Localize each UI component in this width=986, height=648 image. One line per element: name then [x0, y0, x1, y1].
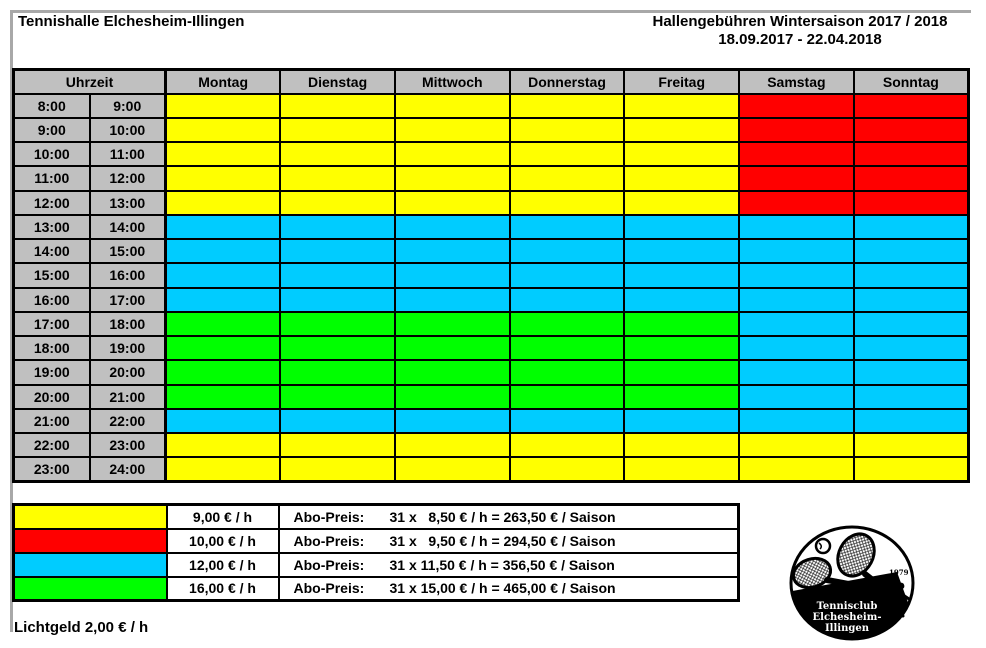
time-end-cell: 22:00 [90, 409, 166, 433]
time-end-cell: 21:00 [90, 385, 166, 409]
legend-row [14, 529, 739, 553]
slot-cell-blue [280, 239, 395, 263]
slot-cell-green [624, 336, 739, 360]
slot-cell-red [739, 191, 854, 215]
slot-cell-blue [624, 239, 739, 263]
time-end-cell: 12:00 [90, 166, 166, 190]
time-end-cell: 19:00 [90, 336, 166, 360]
slot-cell-blue [739, 312, 854, 336]
slot-cell-yellow [280, 191, 395, 215]
slot-cell-blue [510, 239, 625, 263]
abo-price-formula: 31 x 11,50 € / h = 356,50 € / Saison [389, 556, 615, 573]
schedule-row [14, 191, 969, 215]
slot-cell-blue [854, 215, 969, 239]
abo-price-label: Abo-Preis: [293, 532, 365, 549]
legend-row [14, 505, 739, 529]
time-start-cell: 10:00 [14, 142, 90, 166]
time-end-cell: 20:00 [90, 360, 166, 384]
slot-cell-green [510, 360, 625, 384]
slot-cell-blue [280, 409, 395, 433]
time-end-cell: 18:00 [90, 312, 166, 336]
slot-cell-blue [395, 263, 510, 287]
schedule-row [14, 336, 969, 360]
slot-cell-blue [395, 215, 510, 239]
slot-cell-yellow [510, 142, 625, 166]
day-header-montag: Montag [166, 70, 281, 94]
slot-cell-yellow [624, 166, 739, 190]
time-end-cell: 15:00 [90, 239, 166, 263]
legend-abo-cell [279, 529, 739, 553]
time-end-cell: 14:00 [90, 215, 166, 239]
time-end-cell: 17:00 [90, 288, 166, 312]
slot-cell-green [280, 312, 395, 336]
schedule-row [14, 118, 969, 142]
time-start-cell: 20:00 [14, 385, 90, 409]
slot-cell-blue [624, 215, 739, 239]
logo-year: 1979 [889, 568, 909, 577]
slot-cell-blue [739, 385, 854, 409]
time-start-cell: 13:00 [14, 215, 90, 239]
slot-cell-red [854, 94, 969, 118]
time-start-cell: 17:00 [14, 312, 90, 336]
slot-cell-yellow [280, 433, 395, 457]
slot-cell-yellow [166, 94, 281, 118]
day-header-dienstag: Dienstag [280, 70, 395, 94]
time-start-cell: 19:00 [14, 360, 90, 384]
slot-cell-blue [624, 263, 739, 287]
slot-cell-red [739, 142, 854, 166]
abo-price-formula: 31 x 9,50 € / h = 294,50 € / Saison [389, 532, 616, 549]
slot-cell-blue [166, 288, 281, 312]
slot-cell-blue [280, 215, 395, 239]
page-title: Tennishalle Elchesheim-Illingen [18, 13, 245, 30]
slot-cell-blue [166, 263, 281, 287]
time-start-cell: 11:00 [14, 166, 90, 190]
day-header-samstag: Samstag [739, 70, 854, 94]
day-header-mittwoch: Mittwoch [395, 70, 510, 94]
slot-cell-yellow [624, 142, 739, 166]
time-end-cell: 13:00 [90, 191, 166, 215]
day-header-freitag: Freitag [624, 70, 739, 94]
slot-cell-green [166, 312, 281, 336]
schedule-body [14, 94, 969, 482]
slot-cell-blue [166, 409, 281, 433]
slot-cell-blue [739, 215, 854, 239]
slot-cell-yellow [166, 142, 281, 166]
slot-cell-yellow [510, 94, 625, 118]
time-end-cell: 16:00 [90, 263, 166, 287]
slot-cell-green [280, 360, 395, 384]
slot-cell-green [280, 336, 395, 360]
schedule-row [14, 239, 969, 263]
slot-cell-blue [739, 263, 854, 287]
slot-cell-yellow [395, 191, 510, 215]
legend-swatch-green [14, 577, 167, 601]
slot-cell-yellow [280, 166, 395, 190]
slot-cell-blue [854, 360, 969, 384]
legend-body [14, 505, 739, 601]
slot-cell-yellow [395, 94, 510, 118]
schedule-row [14, 288, 969, 312]
slot-cell-blue [624, 409, 739, 433]
slot-cell-blue [854, 336, 969, 360]
time-start-cell: 18:00 [14, 336, 90, 360]
slot-cell-yellow [854, 457, 969, 481]
time-start-cell: 12:00 [14, 191, 90, 215]
slot-cell-red [854, 118, 969, 142]
slot-cell-yellow [624, 94, 739, 118]
schedule-header-row [14, 70, 969, 94]
logo-club-line3: Illingen [825, 623, 869, 634]
slot-cell-blue [739, 288, 854, 312]
slot-cell-green [510, 385, 625, 409]
slot-cell-green [166, 360, 281, 384]
slot-cell-green [395, 360, 510, 384]
schedule-row [14, 142, 969, 166]
time-start-cell: 16:00 [14, 288, 90, 312]
slot-cell-red [854, 191, 969, 215]
slot-cell-yellow [510, 433, 625, 457]
slot-cell-yellow [395, 142, 510, 166]
schedule-row [14, 433, 969, 457]
schedule-row [14, 409, 969, 433]
slot-cell-green [510, 312, 625, 336]
slot-cell-yellow [395, 457, 510, 481]
slot-cell-blue [510, 288, 625, 312]
slot-cell-green [624, 360, 739, 384]
light-fee-note: Lichtgeld 2,00 € / h [14, 619, 149, 636]
legend-abo-cell [279, 553, 739, 577]
legend-abo-cell [279, 577, 739, 601]
logo-club-line2: Elchesheim- [812, 612, 882, 623]
legend-row [14, 553, 739, 577]
slot-cell-green [395, 336, 510, 360]
slot-cell-blue [854, 312, 969, 336]
slot-cell-blue [854, 239, 969, 263]
legend-price: 9,00 € / h [167, 505, 279, 529]
slot-cell-yellow [280, 94, 395, 118]
slot-cell-yellow [624, 433, 739, 457]
slot-cell-green [395, 385, 510, 409]
legend-swatch-blue [14, 553, 167, 577]
legend-swatch-red [14, 529, 167, 553]
slot-cell-blue [739, 360, 854, 384]
club-logo [785, 502, 923, 644]
slot-cell-yellow [280, 118, 395, 142]
slot-cell-yellow [395, 166, 510, 190]
slot-cell-red [739, 94, 854, 118]
schedule-row [14, 166, 969, 190]
time-start-cell: 14:00 [14, 239, 90, 263]
slot-cell-blue [280, 288, 395, 312]
legend-price: 12,00 € / h [167, 553, 279, 577]
slot-cell-green [510, 336, 625, 360]
time-start-cell: 9:00 [14, 118, 90, 142]
legend-row [14, 577, 739, 601]
slot-cell-yellow [166, 166, 281, 190]
slot-cell-yellow [854, 433, 969, 457]
slot-cell-blue [739, 239, 854, 263]
schedule-table [12, 68, 970, 483]
slot-cell-blue [854, 263, 969, 287]
slot-cell-blue [854, 409, 969, 433]
season-date-range: 18.09.2017 - 22.04.2018 [718, 31, 882, 48]
slot-cell-red [854, 142, 969, 166]
slot-cell-red [739, 166, 854, 190]
abo-price-label: Abo-Preis: [293, 580, 365, 597]
slot-cell-blue [854, 385, 969, 409]
day-header-donnerstag: Donnerstag [510, 70, 625, 94]
abo-price-label: Abo-Preis: [293, 556, 365, 573]
slot-cell-yellow [395, 433, 510, 457]
slot-cell-blue [166, 239, 281, 263]
slot-cell-yellow [510, 191, 625, 215]
slot-cell-red [739, 118, 854, 142]
tennis-ball-icon [816, 539, 830, 553]
time-start-cell: 15:00 [14, 263, 90, 287]
slot-cell-green [624, 312, 739, 336]
slot-cell-yellow [166, 433, 281, 457]
slot-cell-blue [854, 288, 969, 312]
slot-cell-green [280, 385, 395, 409]
slot-cell-yellow [624, 118, 739, 142]
legend-abo-cell [279, 505, 739, 529]
slot-cell-yellow [166, 191, 281, 215]
season-title-line1: Hallengebühren Wintersaison 2017 / 2018 [652, 13, 948, 30]
time-end-cell: 24:00 [90, 457, 166, 481]
time-end-cell: 11:00 [90, 142, 166, 166]
season-title [624, 13, 976, 49]
legend-price: 16,00 € / h [167, 577, 279, 601]
slot-cell-blue [510, 409, 625, 433]
slot-cell-yellow [739, 457, 854, 481]
slot-cell-yellow [280, 142, 395, 166]
slot-cell-yellow [395, 118, 510, 142]
time-end-cell: 10:00 [90, 118, 166, 142]
abo-price-formula: 31 x 15,00 € / h = 465,00 € / Saison [389, 580, 616, 597]
time-start-cell: 8:00 [14, 94, 90, 118]
slot-cell-blue [739, 409, 854, 433]
logo-club-line1: Tennisclub [816, 601, 878, 612]
abo-price-label: Abo-Preis: [293, 508, 365, 525]
slot-cell-green [166, 385, 281, 409]
slot-cell-yellow [510, 457, 625, 481]
slot-cell-yellow [280, 457, 395, 481]
schedule-row [14, 360, 969, 384]
slot-cell-blue [624, 288, 739, 312]
slot-cell-blue [166, 215, 281, 239]
slot-cell-blue [280, 263, 395, 287]
slot-cell-green [166, 336, 281, 360]
slot-cell-yellow [739, 433, 854, 457]
slot-cell-blue [739, 336, 854, 360]
slot-cell-yellow [166, 457, 281, 481]
slot-cell-blue [395, 239, 510, 263]
time-start-cell: 23:00 [14, 457, 90, 481]
slot-cell-yellow [510, 166, 625, 190]
time-start-cell: 21:00 [14, 409, 90, 433]
slot-cell-yellow [624, 191, 739, 215]
slot-cell-green [624, 385, 739, 409]
legend-swatch-yellow [14, 505, 167, 529]
schedule-row [14, 385, 969, 409]
legend-price: 10,00 € / h [167, 529, 279, 553]
schedule-row [14, 312, 969, 336]
schedule-row [14, 263, 969, 287]
time-start-cell: 22:00 [14, 433, 90, 457]
time-end-cell: 23:00 [90, 433, 166, 457]
slot-cell-green [395, 312, 510, 336]
slot-cell-yellow [166, 118, 281, 142]
slot-cell-blue [510, 263, 625, 287]
schedule-row [14, 215, 969, 239]
schedule-row [14, 94, 969, 118]
day-header-sonntag: Sonntag [854, 70, 969, 94]
slot-cell-red [854, 166, 969, 190]
slot-cell-yellow [624, 457, 739, 481]
time-column-header: Uhrzeit [14, 70, 166, 94]
slot-cell-blue [395, 288, 510, 312]
slot-cell-yellow [510, 118, 625, 142]
slot-cell-blue [510, 215, 625, 239]
schedule-row [14, 457, 969, 481]
price-legend-table [12, 503, 740, 602]
time-end-cell: 9:00 [90, 94, 166, 118]
abo-price-formula: 31 x 8,50 € / h = 263,50 € / Saison [389, 508, 616, 525]
slot-cell-blue [395, 409, 510, 433]
